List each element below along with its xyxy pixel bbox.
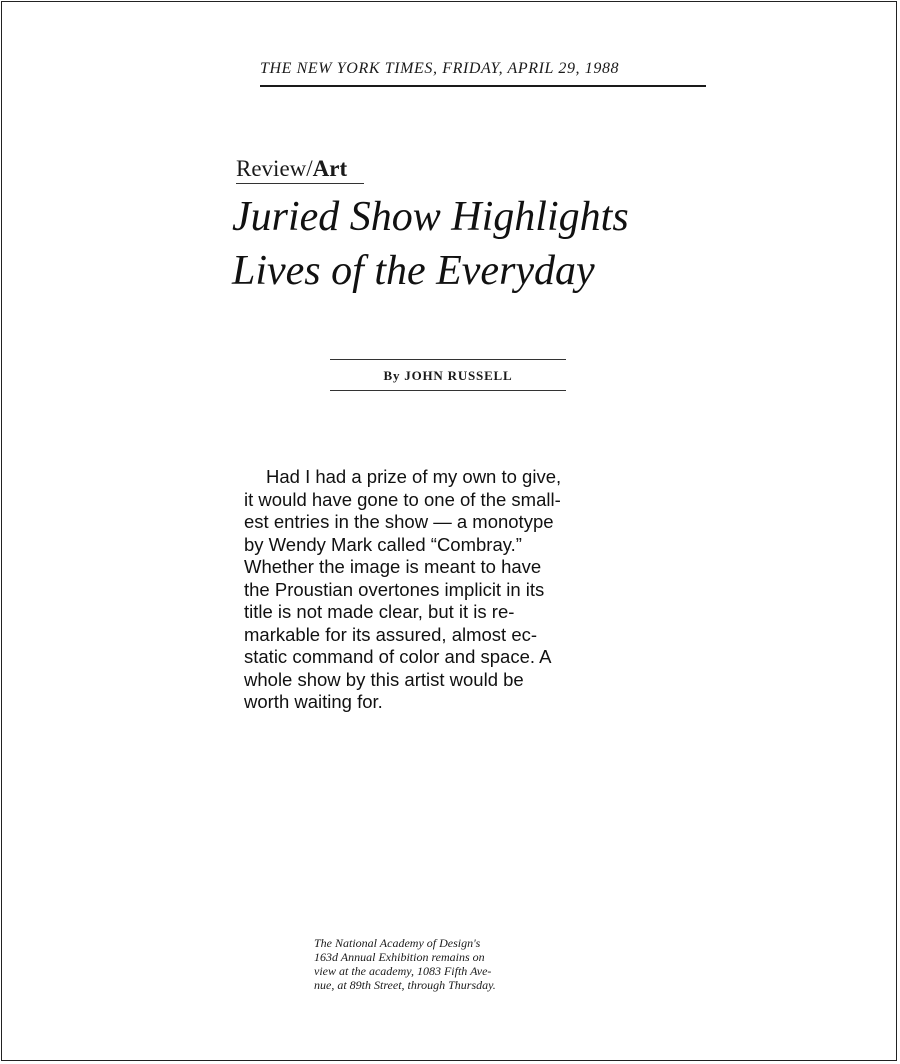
article-line: it would have gone to one of the small-: [244, 488, 561, 510]
exhibition-caption: [314, 936, 554, 992]
article-line: Whether the image is meant to have: [244, 556, 542, 577]
headline: [232, 190, 752, 298]
article-line: title is not made clear, but it is re-: [244, 601, 515, 622]
headline-line: Juried Show Highlights: [232, 194, 629, 240]
article-line: Had I had a prize of my own to give,: [266, 466, 562, 487]
article-line: est entries in the show — a monotype: [244, 511, 554, 532]
masthead-dateline: THE NEW YORK TIMES, FRIDAY, APRIL 29, 1988: [260, 60, 620, 77]
article-line: worth waiting for.: [244, 691, 383, 712]
byline: By JOHN RUSSELL: [383, 368, 513, 383]
clipping-frame: [1, 1, 897, 1061]
headline-line: Lives of the Everyday: [232, 248, 595, 294]
article-line: static command of color and space. A: [244, 646, 552, 667]
caption-line: The National Academy of Design's: [314, 936, 481, 950]
section-label: [236, 156, 347, 182]
section-prefix: Review/: [236, 156, 313, 181]
article-body: [244, 466, 614, 714]
section-rule: [236, 183, 364, 184]
caption-line: nue, at 89th Street, through Thursday.: [314, 978, 496, 992]
byline-rule-top: [330, 359, 566, 360]
article-line: by Wendy Mark called “Combray.”: [244, 533, 522, 555]
masthead-rule: [260, 85, 706, 87]
article-line: the Proustian overtones implicit in its: [244, 578, 545, 600]
byline-rule-bottom: [330, 390, 566, 391]
article-line: markable for its assured, almost ec-: [244, 623, 538, 645]
caption-line: view at the academy, 1083 Fifth Ave-: [314, 964, 492, 978]
section-name: Art: [312, 156, 348, 181]
caption-line: 163d Annual Exhibition remains on: [314, 950, 485, 964]
article-line: whole show by this artist would be: [244, 668, 524, 690]
